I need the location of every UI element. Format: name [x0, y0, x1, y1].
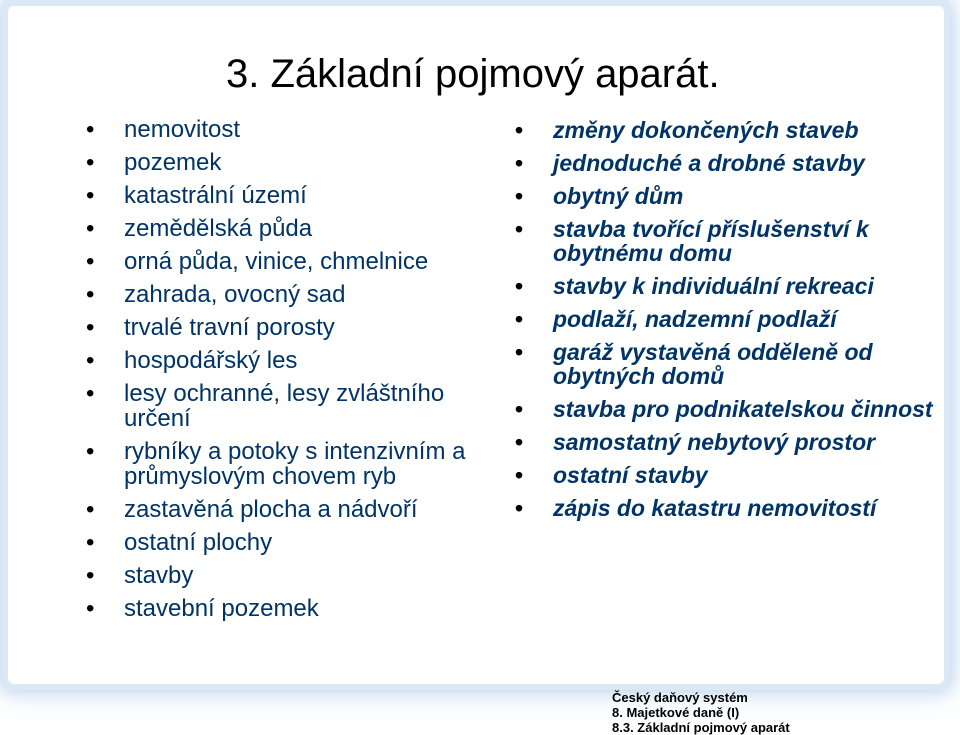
list-item: • nemovitost: [86, 116, 241, 143]
bullet-icon: •: [86, 380, 95, 407]
bullet-icon: •: [515, 339, 524, 365]
bullet-icon: •: [86, 438, 95, 465]
bullet-icon: •: [86, 562, 95, 589]
list-item: • jednoduché a drobné stavby: [515, 150, 865, 176]
list-item: • rybníky a potoky s intenzivním a průmyslovým chovem ryb: [86, 438, 466, 490]
list-item: • orná půda, vinice, chmelnice: [86, 248, 429, 275]
list-item: • stavební pozemek: [86, 595, 319, 622]
list-item: • samostatný nebytový prostor: [515, 429, 876, 455]
list-item: • zemědělská půda: [86, 215, 313, 242]
bullet-icon: •: [515, 495, 524, 521]
bullet-icon: •: [86, 182, 95, 209]
bullet-icon: •: [86, 149, 95, 176]
bullet-icon: •: [86, 248, 95, 275]
list-item: • trvalé travní porosty: [86, 314, 335, 341]
list-item: • zastavěná plocha a nádvoří: [86, 496, 418, 523]
slide-footer: [612, 690, 790, 735]
list-item: • pozemek: [86, 149, 222, 176]
footer-section: 8.3. Základní pojmový aparát: [612, 720, 790, 735]
right-term-list: [515, 118, 945, 529]
bullet-icon: •: [86, 595, 95, 622]
list-item: • hospodářský les: [86, 347, 298, 374]
list-item: • zahrada, ovocný sad: [86, 281, 346, 308]
bullet-icon: •: [515, 396, 524, 422]
left-term-list: [86, 117, 506, 629]
list-item: • změny dokončených staveb: [515, 117, 859, 143]
slide-title: 3. Základní pojmový aparát.: [226, 52, 720, 96]
list-item: • lesy ochranné, lesy zvláštního určení: [86, 380, 445, 432]
bullet-icon: •: [515, 306, 524, 332]
bullet-icon: •: [515, 150, 524, 176]
footer-course-title: Český daňový systém: [612, 690, 748, 705]
list-item: • ostatní plochy: [86, 529, 273, 556]
bullet-icon: •: [86, 281, 95, 308]
list-item: • stavby k individuální rekreaci: [515, 273, 874, 299]
list-item: • stavba tvořící příslušenství k obytnému domu: [515, 216, 869, 266]
bullet-icon: •: [515, 117, 524, 143]
bullet-icon: •: [515, 462, 524, 488]
list-item: • stavba pro podnikatelskou činnost: [515, 396, 933, 422]
bullet-icon: •: [515, 273, 524, 299]
list-item: • podlaží, nadzemní podlaží: [515, 306, 837, 332]
bullet-icon: •: [86, 116, 95, 143]
list-item: • ostatní stavby: [515, 462, 708, 488]
list-item: • zápis do katastru nemovitostí: [515, 495, 877, 521]
bullet-icon: •: [86, 496, 95, 523]
bullet-icon: •: [515, 183, 524, 209]
list-item: • garáž vystavěná odděleně od obytných domů: [515, 339, 873, 389]
bullet-icon: •: [86, 347, 95, 374]
list-item: • obytný dům: [515, 183, 684, 209]
list-item: • stavby: [86, 562, 194, 589]
list-item: • katastrální území: [86, 182, 307, 209]
bullet-icon: •: [515, 216, 524, 242]
bullet-icon: •: [86, 529, 95, 556]
bullet-icon: •: [86, 314, 95, 341]
bullet-icon: •: [515, 429, 524, 455]
footer-chapter: 8. Majetkové daně (I): [612, 705, 740, 720]
bullet-icon: •: [86, 215, 95, 242]
